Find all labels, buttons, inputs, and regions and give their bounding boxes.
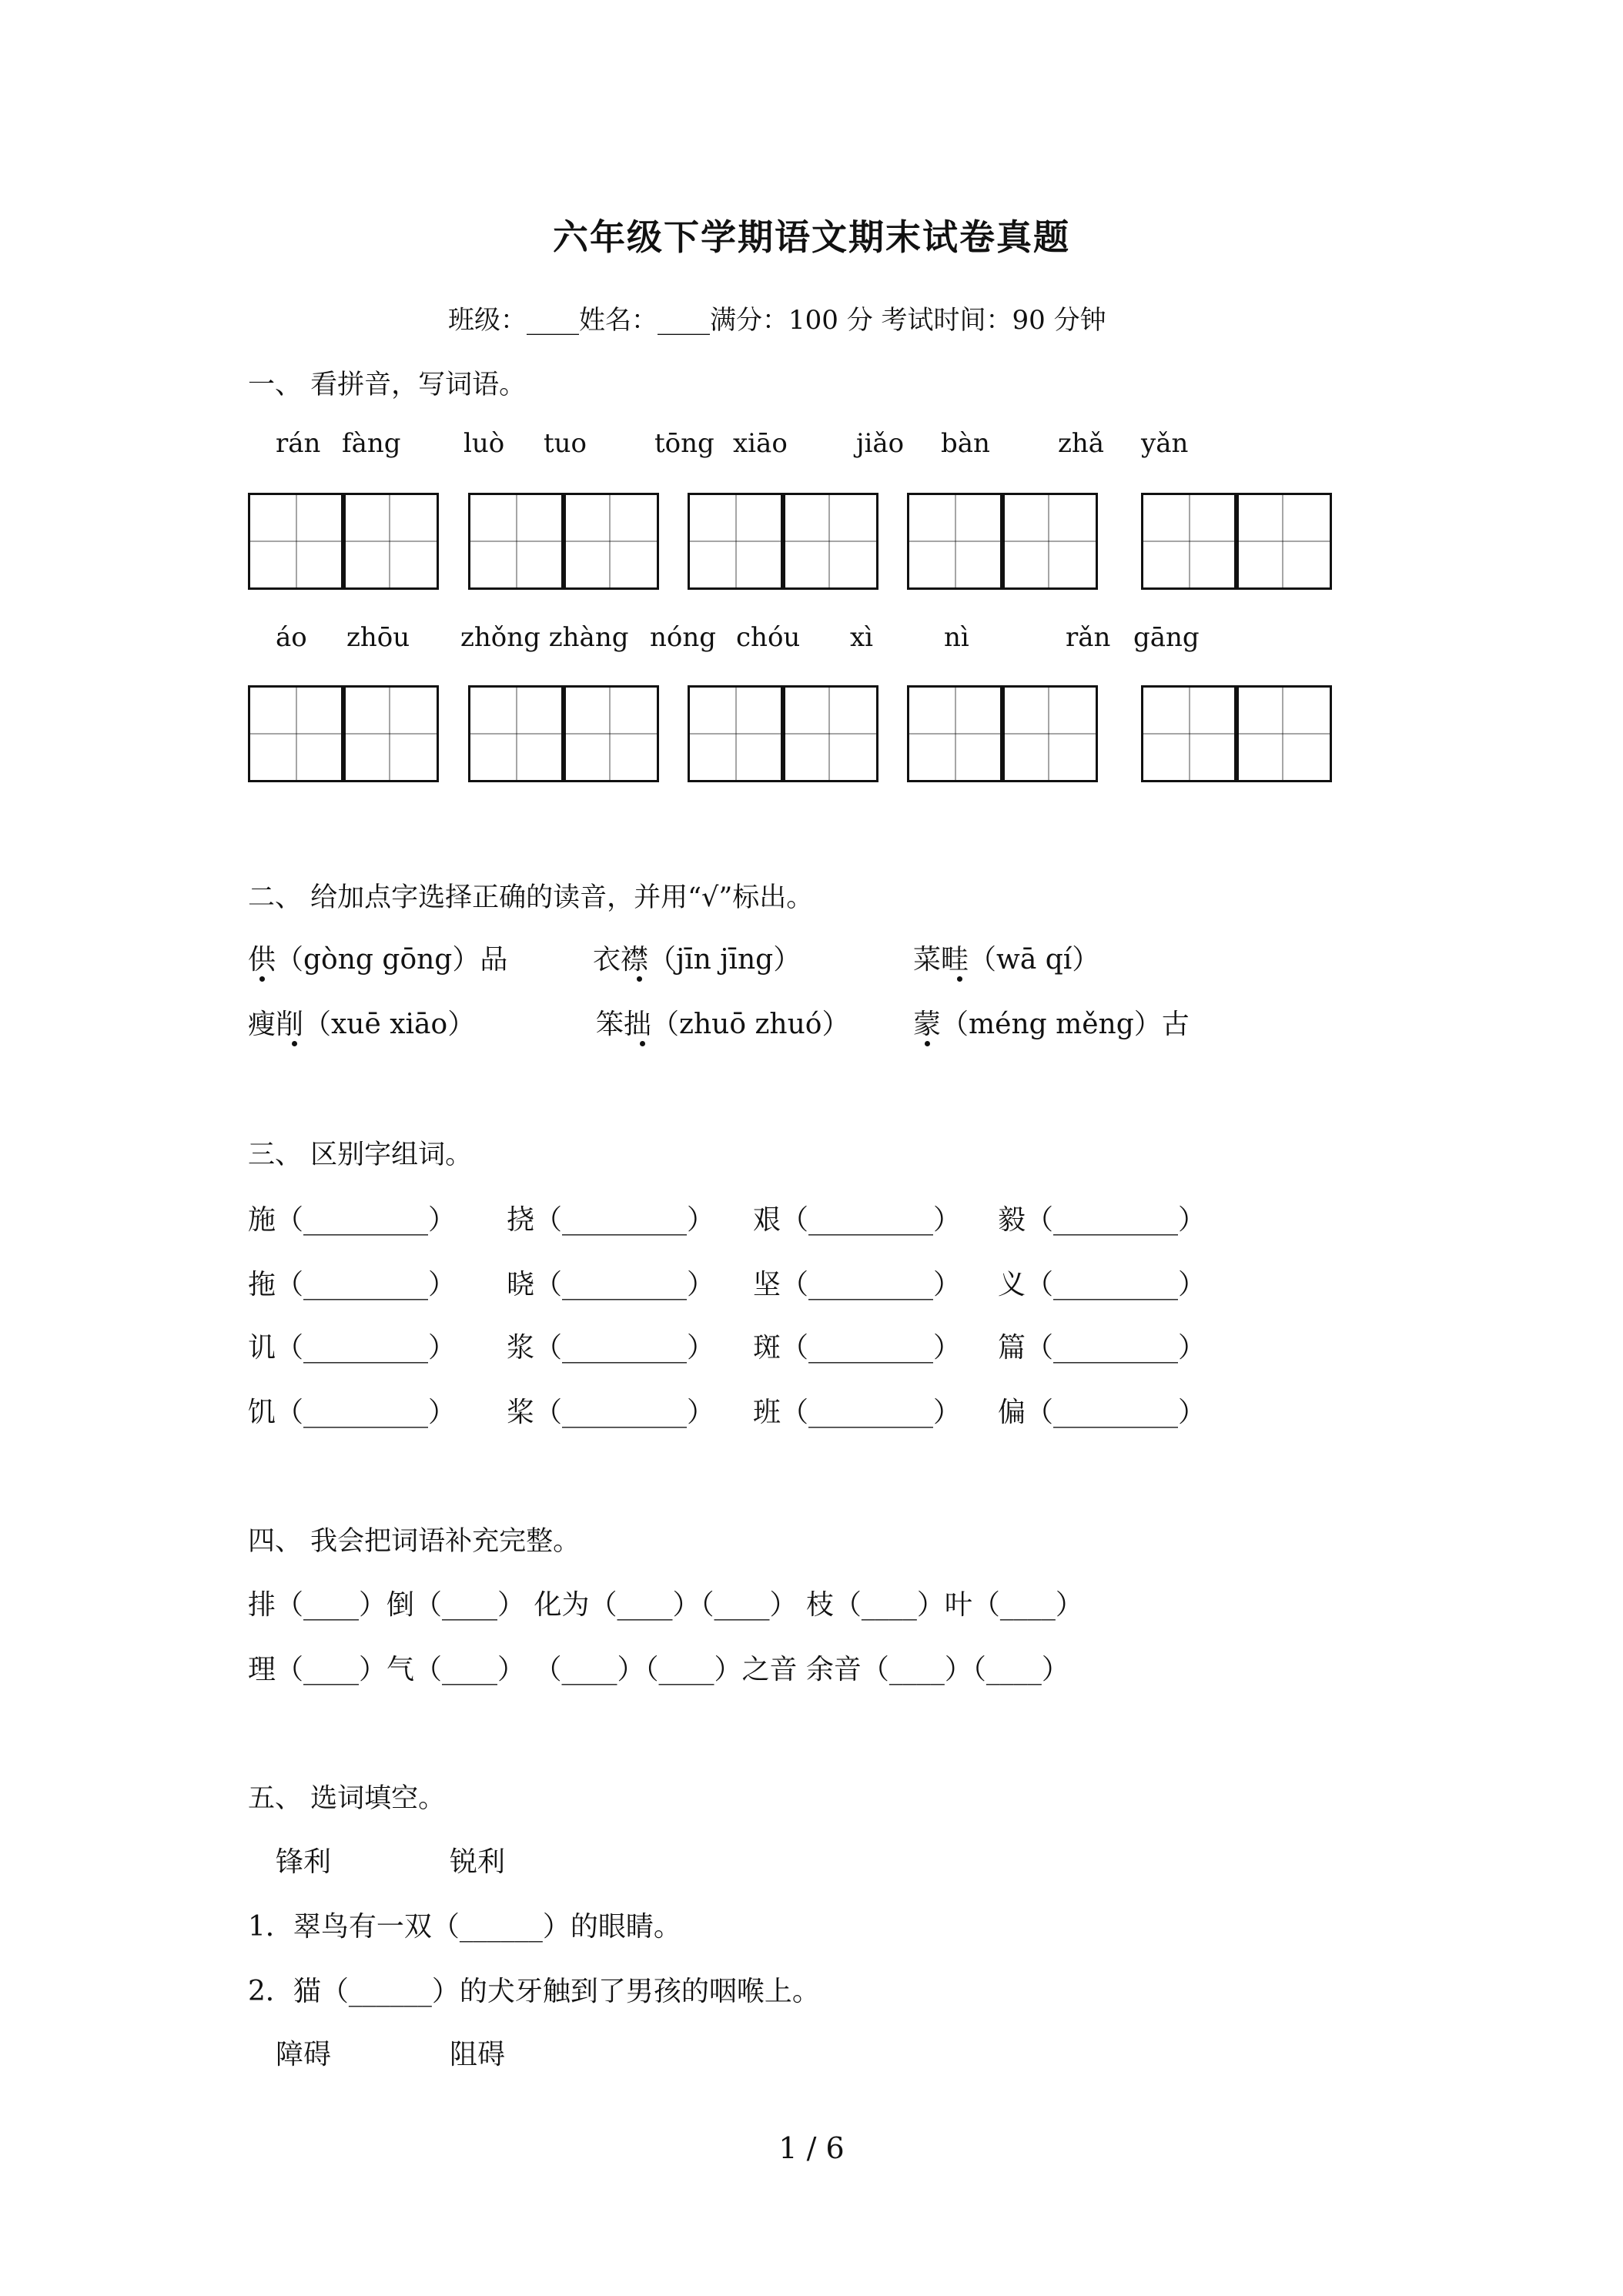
page-title: 六年级下学期语文期末试卷真题 — [553, 216, 1070, 258]
pinyin: gāng — [1133, 622, 1200, 653]
pinyin: luò — [463, 428, 505, 459]
pinyin: tuo — [544, 428, 587, 459]
pinyin: xì — [850, 622, 874, 653]
word-blank[interactable]: 艰（_________） — [753, 1204, 962, 1236]
pronunciation-item: 笨拙（zhuō zhuó） — [596, 1009, 850, 1040]
word-blank[interactable]: 晓（_________） — [507, 1269, 715, 1300]
word-blank[interactable]: 挠（_________） — [507, 1204, 715, 1236]
pinyin: zhǒng zhàng — [460, 622, 629, 653]
word-choice: 障碍 — [276, 2039, 332, 2070]
word-blank[interactable]: 毅（_________） — [998, 1204, 1206, 1236]
pinyin: áo — [276, 622, 307, 653]
pinyin: tōng — [654, 428, 714, 459]
pinyin: jiǎo — [856, 428, 905, 459]
word-blank[interactable]: 坚（_________） — [753, 1269, 962, 1300]
exam-info: 班级：____姓名：____满分：100 分 考试时间：90 分钟 — [448, 305, 1106, 336]
idiom-fill-line[interactable]: 理（____）气（____） （____）（____）之音 余音（____）（____） — [248, 1654, 1069, 1685]
idiom-fill-line[interactable]: 排（____）倒（____） 化为（____）（____） 枝（____）叶（____） — [248, 1589, 1083, 1621]
word-choice: 阻碍 — [450, 2039, 506, 2070]
word-blank[interactable]: 饥（_________） — [248, 1397, 457, 1428]
word-blank[interactable]: 班（_________） — [753, 1397, 962, 1428]
word-blank[interactable]: 拖（_________） — [248, 1269, 457, 1300]
pronunciation-item: 蒙（méng měng）古 — [913, 1009, 1190, 1040]
pinyin: zhōu — [346, 622, 410, 653]
word-blank[interactable]: 篇（_________） — [998, 1332, 1206, 1364]
section-1-heading: 一、 看拼音，写词语。 — [248, 370, 527, 400]
emphasis-dot — [259, 976, 265, 982]
emphasis-dot — [292, 1041, 297, 1046]
pinyin: rán — [276, 428, 321, 459]
word-blank[interactable]: 斑（_________） — [753, 1332, 962, 1364]
pinyin: yǎn — [1141, 428, 1189, 459]
pronunciation-item: 菜畦（wā qí） — [913, 944, 1100, 976]
section-3-heading: 三、 区别字组词。 — [248, 1140, 473, 1170]
emphasis-dot — [637, 976, 642, 982]
word-blank[interactable]: 偏（_________） — [998, 1397, 1206, 1428]
word-choice: 锋利 — [276, 1846, 332, 1878]
pinyin: rǎn — [1066, 622, 1111, 653]
word-blank[interactable]: 浆（_________） — [507, 1332, 715, 1364]
pinyin: nì — [944, 622, 969, 653]
emphasis-dot — [640, 1041, 645, 1046]
pinyin: fàng — [342, 428, 401, 459]
word-blank[interactable]: 施（_________） — [248, 1204, 457, 1236]
emphasis-dot — [925, 1041, 930, 1046]
pronunciation-item: 瘦削（xuē xiāo） — [248, 1009, 476, 1040]
word-blank[interactable]: 义（_________） — [998, 1269, 1206, 1300]
pinyin: nóng — [650, 622, 717, 653]
question-1[interactable]: 1．翠鸟有一双（______）的眼睛。 — [248, 1911, 681, 1943]
word-choice: 锐利 — [450, 1846, 506, 1878]
section-2-heading: 二、 给加点字选择正确的读音，并用“√”标出。 — [248, 882, 814, 913]
pinyin: xiāo — [733, 428, 788, 459]
pinyin: bàn — [941, 428, 990, 459]
pronunciation-item: 供（gòng gōng）品 — [248, 944, 508, 976]
pinyin: chóu — [736, 622, 801, 653]
word-blank[interactable]: 讥（_________） — [248, 1332, 457, 1364]
page-number: 1 / 6 — [778, 2131, 845, 2165]
pronunciation-item: 衣襟（jīn jīng） — [593, 944, 801, 976]
section-5-heading: 五、 选词填空。 — [248, 1783, 446, 1814]
section-4-heading: 四、 我会把词语补充完整。 — [248, 1526, 581, 1557]
emphasis-dot — [957, 976, 962, 982]
pinyin: zhǎ — [1058, 428, 1105, 459]
question-2[interactable]: 2．猫（______）的犬牙触到了男孩的咽喉上。 — [248, 1976, 820, 2007]
word-blank[interactable]: 桨（_________） — [507, 1397, 715, 1428]
